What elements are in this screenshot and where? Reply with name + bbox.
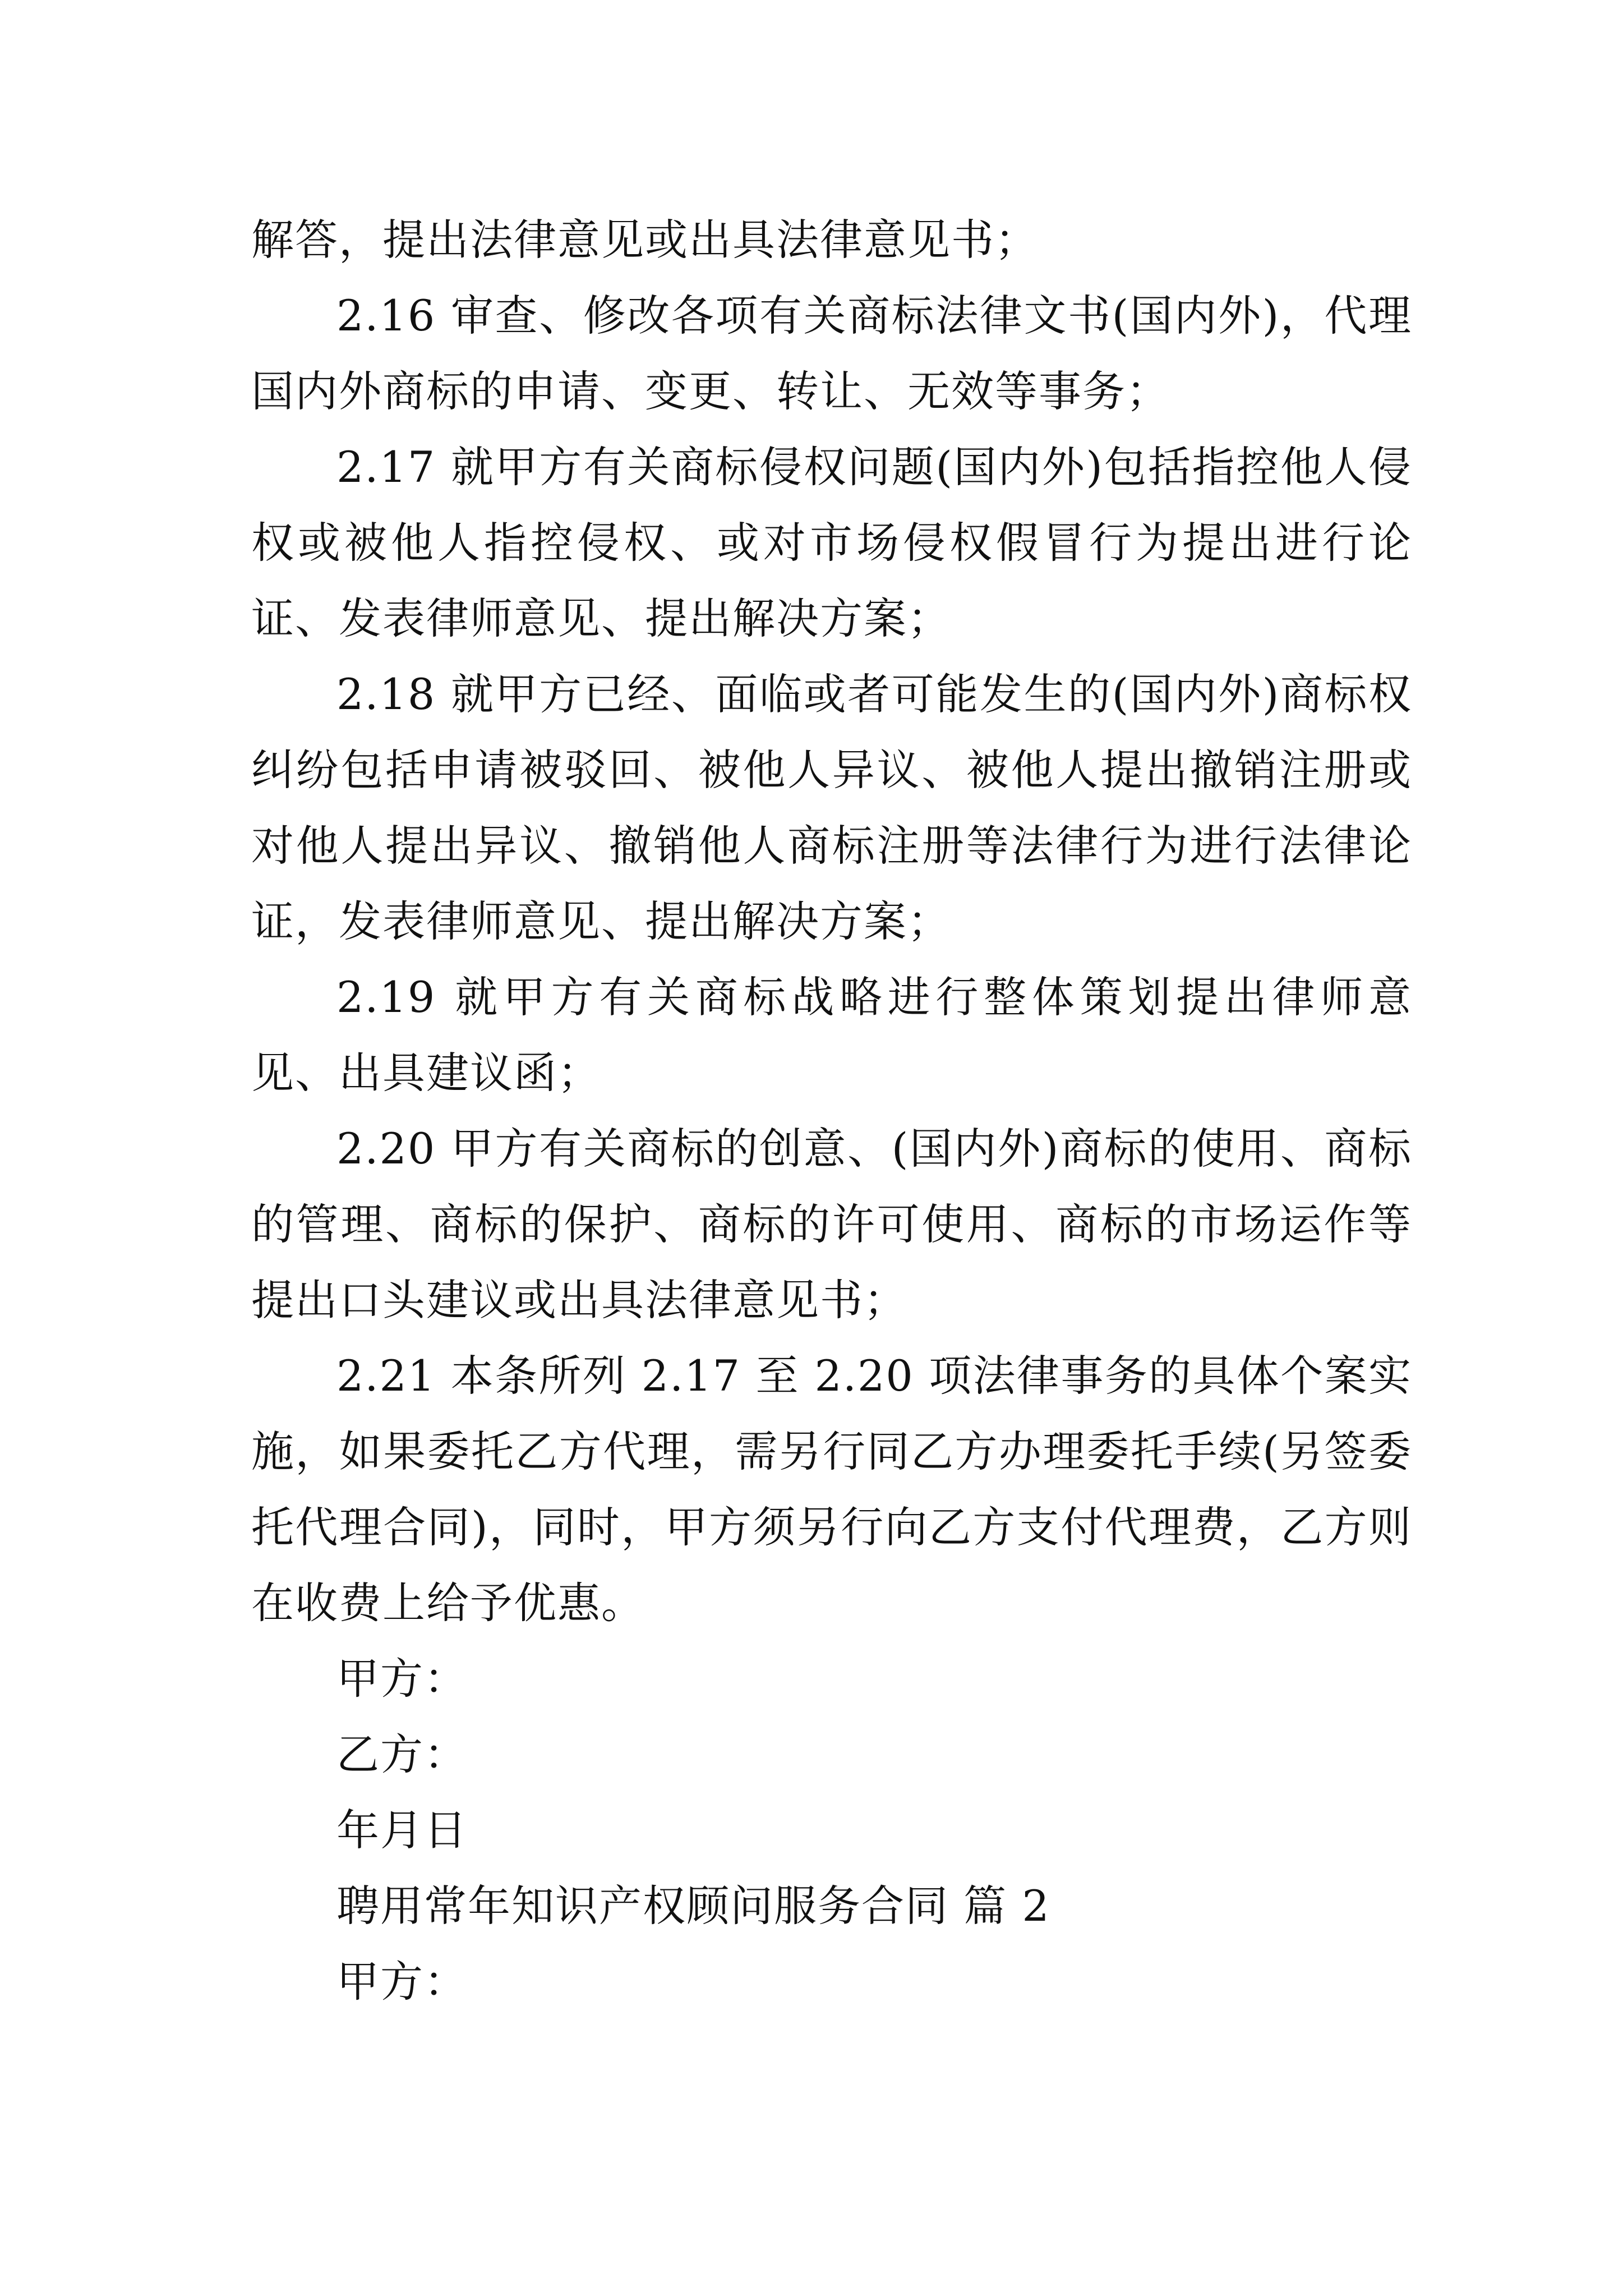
signature-party-b: 乙方： bbox=[336, 1729, 468, 1779]
signature-party-a: 甲方： bbox=[336, 1654, 468, 1704]
signature-date: 年月日 bbox=[336, 1805, 468, 1855]
paragraph-clause-2-17: 2.17 就甲方有关商标侵权问题(国内外)包括指控他人侵权或被他人指控侵权、或对市场侵权假冒行为提出进行论证、发表律师意见、提出解决方案； bbox=[251, 442, 1412, 643]
paragraph-clause-2-19: 2.19 就甲方有关商标战略进行整体策划提出律师意见、出具建议函； bbox=[251, 972, 1412, 1098]
paragraph-clause-2-18: 2.18 就甲方已经、面临或者可能发生的(国内外)商标权纠纷包括申请被驳回、被他人异议、被他人提出撤销注册或对他人提出异议、撤销他人商标注册等法律行为进行法律论证，发表律师意见、提出解决方案； bbox=[251, 669, 1412, 946]
section-title-contract-2: 聘用常年知识产权顾问服务合同 篇 2 bbox=[336, 1881, 1050, 1931]
document-body bbox=[251, 202, 1412, 2019]
party-a-label-2: 甲方： bbox=[336, 1957, 468, 2007]
paragraph-clause-2-16: 2.16 审查、修改各项有关商标法律文书(国内外)，代理国内外商标的申请、变更、转让、无效等事务； bbox=[251, 291, 1412, 416]
paragraph-clause-2-20: 2.20 甲方有关商标的创意、(国内外)商标的使用、商标的管理、商标的保护、商标的许可使用、商标的市场运作等提出口头建议或出具法律意见书； bbox=[251, 1124, 1412, 1325]
paragraph-continuation: 解答，提出法律意见或出具法律意见书； bbox=[251, 215, 1039, 265]
paragraph-clause-2-21: 2.21 本条所列 2.17 至 2.20 项法律事务的具体个案实施，如果委托乙方代理，需另行同乙方办理委托手续(另签委托代理合同)，同时，甲方须另行向乙方支付代理费，乙方则在收费上给予优惠。 bbox=[251, 1351, 1412, 1628]
